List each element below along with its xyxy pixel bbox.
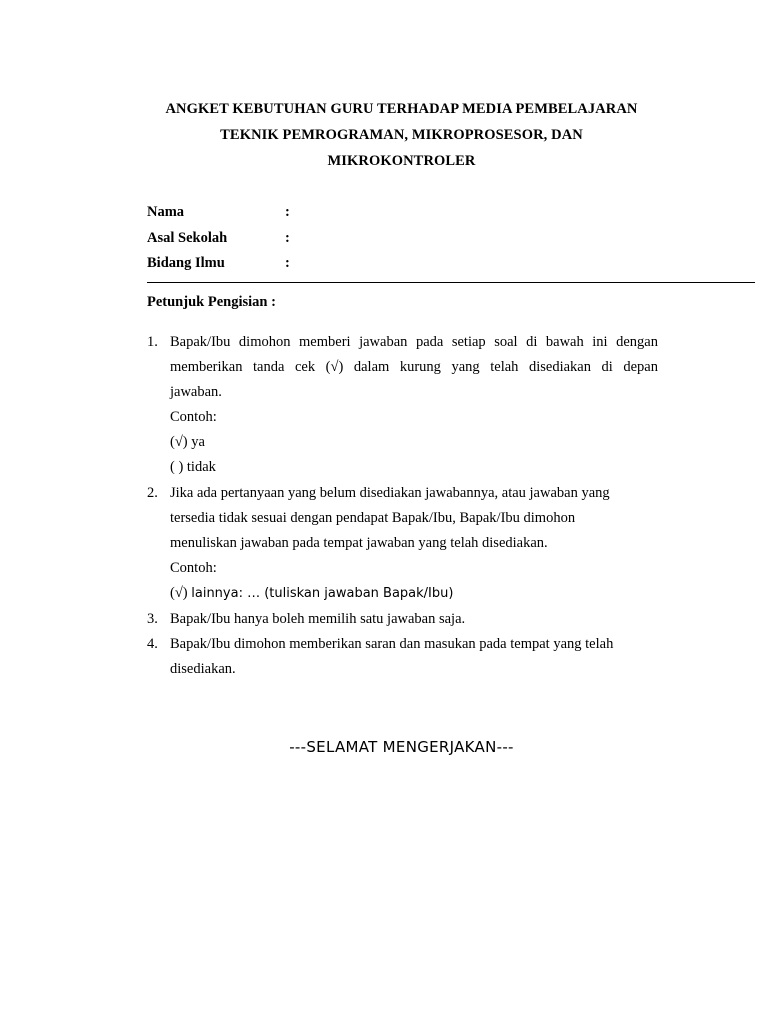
document-title-line-3: MIKROKONTROLER: [327, 153, 476, 169]
document-title-line-1: ANGKET KEBUTUHAN GURU TERHADAP MEDIA PEMBELAJARAN: [165, 101, 638, 117]
instruction-number-4: 4.: [147, 636, 158, 652]
instruction-1-line-1: Bapak/Ibu dimohon memberi jawaban pada setiap soal di bawah ini dengan: [170, 334, 658, 350]
instruction-2-example-label: Contoh:: [170, 560, 217, 576]
instruction-4-line-1: Bapak/Ibu dimohon memberikan saran dan masukan pada tempat yang telah: [170, 636, 614, 652]
instruction-3-line-1: Bapak/Ibu hanya boleh memilih satu jawaban saja.: [170, 611, 466, 627]
instruction-4-line-2: disediakan.: [170, 661, 236, 677]
instruction-2-line-2: tersedia tidak sesuai dengan pendapat Bapak/Ibu, Bapak/Ibu dimohon: [170, 510, 576, 526]
instruction-number-2: 2.: [147, 485, 158, 501]
instruction-1-line-3: jawaban.: [170, 384, 222, 400]
closing-message: ---SELAMAT MENGERJAKAN---: [289, 738, 514, 756]
instruction-1-example-yes: (√) ya: [170, 434, 205, 450]
instructions-heading: Petunjuk Pengisian :: [147, 294, 276, 310]
instruction-1-line-2: memberikan tanda cek (√) dalam kurung yang telah disediakan di depan: [170, 359, 658, 375]
field-label: Bidang Ilmu: [147, 255, 225, 271]
instruction-2-line-3: menuliskan jawaban pada tempat jawaban yang telah disediakan.: [170, 535, 548, 551]
document-title-line-2: TEKNIK PEMROGRAMAN, MIKROPROSESOR, DAN: [220, 127, 583, 143]
field-colon: :: [285, 204, 290, 220]
instruction-number-3: 3.: [147, 611, 158, 627]
example-check-prefix: (√): [170, 585, 192, 601]
instruction-number-1: 1.: [147, 334, 158, 350]
horizontal-rule: [147, 282, 755, 283]
instruction-1-example-label: Contoh:: [170, 409, 217, 425]
instruction-2-line-1: Jika ada pertanyaan yang belum disediakan jawabannya, atau jawaban yang: [170, 485, 610, 501]
instruction-2-example: [170, 585, 453, 602]
field-colon: :: [285, 255, 290, 271]
field-label: Nama: [147, 204, 185, 220]
instruction-1-example-no: ( ) tidak: [170, 459, 216, 475]
field-label: Asal Sekolah: [147, 230, 228, 246]
example-other-text: lainnya: … (tuliskan jawaban Bapak/Ibu): [191, 586, 454, 601]
field-colon: :: [285, 230, 290, 246]
